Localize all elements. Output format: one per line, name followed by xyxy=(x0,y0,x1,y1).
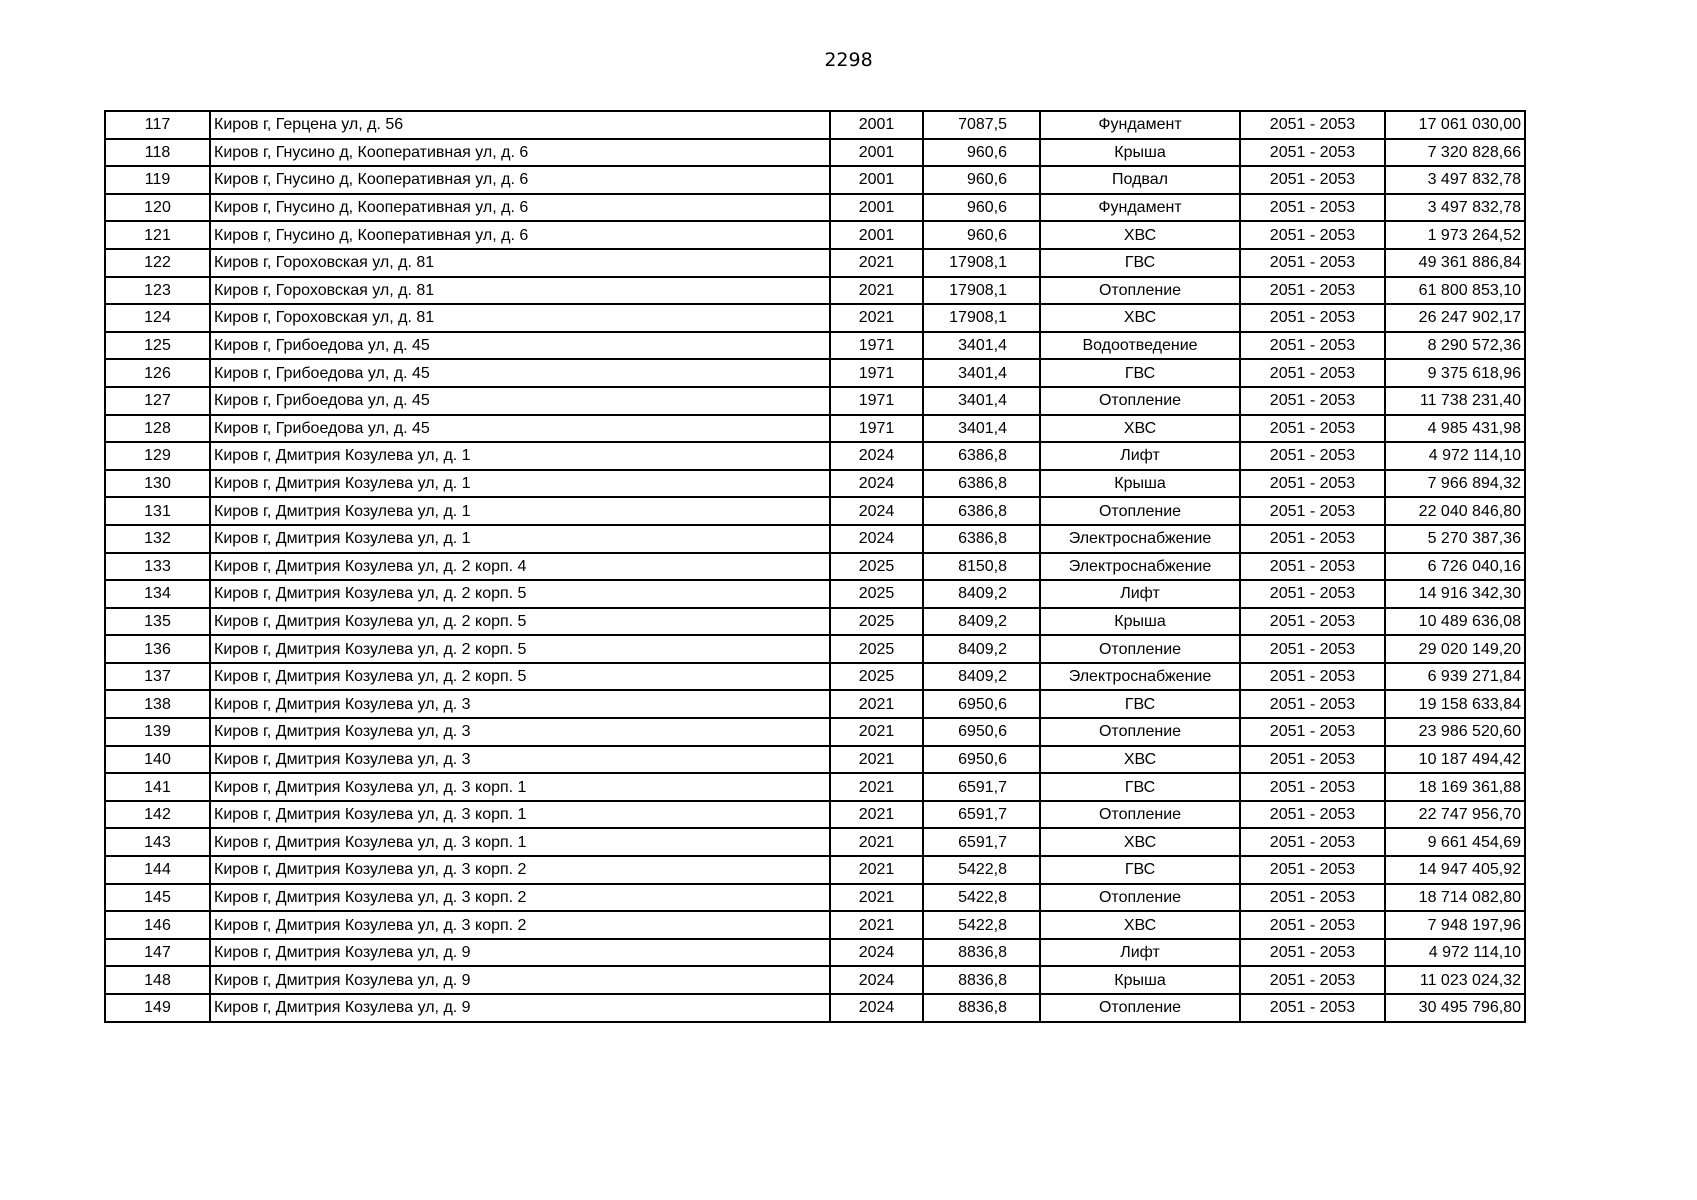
cost-cell: 3 497 832,78 xyxy=(1385,194,1525,222)
work-type-cell: ХВС xyxy=(1040,304,1240,332)
row-number-cell: 132 xyxy=(105,525,210,553)
cost-cell: 18 169 361,88 xyxy=(1385,773,1525,801)
row-number-cell: 126 xyxy=(105,359,210,387)
period-cell: 2051 - 2053 xyxy=(1240,332,1385,360)
row-number-cell: 123 xyxy=(105,277,210,305)
address-cell: Киров г, Дмитрия Козулева ул, д. 9 xyxy=(210,994,830,1022)
period-cell: 2051 - 2053 xyxy=(1240,718,1385,746)
period-cell: 2051 - 2053 xyxy=(1240,663,1385,691)
period-cell: 2051 - 2053 xyxy=(1240,166,1385,194)
cost-cell: 10 489 636,08 xyxy=(1385,608,1525,636)
area-cell: 5422,8 xyxy=(923,911,1040,939)
area-cell: 5422,8 xyxy=(923,884,1040,912)
area-cell: 6386,8 xyxy=(923,470,1040,498)
row-number-cell: 122 xyxy=(105,249,210,277)
work-type-cell: Отопление xyxy=(1040,884,1240,912)
year-cell: 2021 xyxy=(830,690,923,718)
row-number-cell: 147 xyxy=(105,939,210,967)
cost-cell: 26 247 902,17 xyxy=(1385,304,1525,332)
area-cell: 17908,1 xyxy=(923,277,1040,305)
work-type-cell: Лифт xyxy=(1040,580,1240,608)
row-number-cell: 135 xyxy=(105,608,210,636)
period-cell: 2051 - 2053 xyxy=(1240,470,1385,498)
cost-cell: 17 061 030,00 xyxy=(1385,111,1525,139)
table-body xyxy=(105,111,1525,1022)
table-row xyxy=(105,249,1525,277)
table-row xyxy=(105,718,1525,746)
year-cell: 2021 xyxy=(830,249,923,277)
area-cell: 17908,1 xyxy=(923,304,1040,332)
row-number-cell: 127 xyxy=(105,387,210,415)
year-cell: 2021 xyxy=(830,277,923,305)
period-cell: 2051 - 2053 xyxy=(1240,773,1385,801)
table-row xyxy=(105,856,1525,884)
row-number-cell: 137 xyxy=(105,663,210,691)
table-row xyxy=(105,166,1525,194)
work-type-cell: ГВС xyxy=(1040,856,1240,884)
cost-cell: 22 040 846,80 xyxy=(1385,497,1525,525)
address-cell: Киров г, Дмитрия Козулева ул, д. 1 xyxy=(210,470,830,498)
work-type-cell: Отопление xyxy=(1040,801,1240,829)
work-type-cell: ГВС xyxy=(1040,690,1240,718)
table-row xyxy=(105,194,1525,222)
cost-cell: 8 290 572,36 xyxy=(1385,332,1525,360)
cost-cell: 6 726 040,16 xyxy=(1385,553,1525,581)
year-cell: 2024 xyxy=(830,994,923,1022)
row-number-cell: 143 xyxy=(105,828,210,856)
area-cell: 3401,4 xyxy=(923,415,1040,443)
area-cell: 8409,2 xyxy=(923,608,1040,636)
address-cell: Киров г, Герцена ул, д. 56 xyxy=(210,111,830,139)
table-row xyxy=(105,828,1525,856)
period-cell: 2051 - 2053 xyxy=(1240,139,1385,167)
table-row xyxy=(105,304,1525,332)
address-cell: Киров г, Гнусино д, Кооперативная ул, д. 6 xyxy=(210,221,830,249)
table-row xyxy=(105,884,1525,912)
row-number-cell: 144 xyxy=(105,856,210,884)
row-number-cell: 128 xyxy=(105,415,210,443)
period-cell: 2051 - 2053 xyxy=(1240,194,1385,222)
year-cell: 2001 xyxy=(830,139,923,167)
work-type-cell: Крыша xyxy=(1040,608,1240,636)
cost-cell: 30 495 796,80 xyxy=(1385,994,1525,1022)
table-row xyxy=(105,801,1525,829)
row-number-cell: 149 xyxy=(105,994,210,1022)
row-number-cell: 120 xyxy=(105,194,210,222)
work-type-cell: Водоотведение xyxy=(1040,332,1240,360)
table-row xyxy=(105,415,1525,443)
work-type-cell: ГВС xyxy=(1040,249,1240,277)
address-cell: Киров г, Дмитрия Козулева ул, д. 9 xyxy=(210,939,830,967)
area-cell: 6950,6 xyxy=(923,690,1040,718)
row-number-cell: 139 xyxy=(105,718,210,746)
year-cell: 2025 xyxy=(830,663,923,691)
table-row xyxy=(105,553,1525,581)
table-row xyxy=(105,994,1525,1022)
area-cell: 7087,5 xyxy=(923,111,1040,139)
year-cell: 2021 xyxy=(830,856,923,884)
period-cell: 2051 - 2053 xyxy=(1240,277,1385,305)
area-cell: 6591,7 xyxy=(923,801,1040,829)
year-cell: 2001 xyxy=(830,166,923,194)
repair-schedule-table xyxy=(104,110,1526,1023)
address-cell: Киров г, Дмитрия Козулева ул, д. 3 корп. 2 xyxy=(210,856,830,884)
row-number-cell: 140 xyxy=(105,746,210,774)
period-cell: 2051 - 2053 xyxy=(1240,111,1385,139)
page-number: 2298 xyxy=(824,49,873,71)
work-type-cell: ГВС xyxy=(1040,359,1240,387)
row-number-cell: 131 xyxy=(105,497,210,525)
area-cell: 8150,8 xyxy=(923,553,1040,581)
address-cell: Киров г, Дмитрия Козулева ул, д. 3 корп. 1 xyxy=(210,828,830,856)
year-cell: 2024 xyxy=(830,470,923,498)
row-number-cell: 141 xyxy=(105,773,210,801)
year-cell: 2025 xyxy=(830,580,923,608)
address-cell: Киров г, Дмитрия Козулева ул, д. 3 xyxy=(210,746,830,774)
table-row xyxy=(105,497,1525,525)
cost-cell: 10 187 494,42 xyxy=(1385,746,1525,774)
year-cell: 2024 xyxy=(830,939,923,967)
area-cell: 960,6 xyxy=(923,221,1040,249)
area-cell: 8836,8 xyxy=(923,966,1040,994)
area-cell: 6591,7 xyxy=(923,828,1040,856)
table-row xyxy=(105,277,1525,305)
row-number-cell: 133 xyxy=(105,553,210,581)
table-row xyxy=(105,580,1525,608)
address-cell: Киров г, Гнусино д, Кооперативная ул, д. 6 xyxy=(210,166,830,194)
period-cell: 2051 - 2053 xyxy=(1240,304,1385,332)
row-number-cell: 119 xyxy=(105,166,210,194)
period-cell: 2051 - 2053 xyxy=(1240,746,1385,774)
period-cell: 2051 - 2053 xyxy=(1240,635,1385,663)
area-cell: 960,6 xyxy=(923,166,1040,194)
work-type-cell: ХВС xyxy=(1040,746,1240,774)
cost-cell: 29 020 149,20 xyxy=(1385,635,1525,663)
year-cell: 2021 xyxy=(830,773,923,801)
cost-cell: 9 661 454,69 xyxy=(1385,828,1525,856)
year-cell: 2025 xyxy=(830,553,923,581)
address-cell: Киров г, Дмитрия Козулева ул, д. 3 корп. 2 xyxy=(210,884,830,912)
year-cell: 2021 xyxy=(830,718,923,746)
address-cell: Киров г, Грибоедова ул, д. 45 xyxy=(210,359,830,387)
table-row xyxy=(105,608,1525,636)
address-cell: Киров г, Дмитрия Козулева ул, д. 2 корп. 5 xyxy=(210,608,830,636)
address-cell: Киров г, Дмитрия Козулева ул, д. 2 корп. 4 xyxy=(210,553,830,581)
address-cell: Киров г, Грибоедова ул, д. 45 xyxy=(210,332,830,360)
area-cell: 17908,1 xyxy=(923,249,1040,277)
work-type-cell: ХВС xyxy=(1040,415,1240,443)
year-cell: 2001 xyxy=(830,221,923,249)
row-number-cell: 129 xyxy=(105,442,210,470)
table-row xyxy=(105,111,1525,139)
cost-cell: 3 497 832,78 xyxy=(1385,166,1525,194)
period-cell: 2051 - 2053 xyxy=(1240,994,1385,1022)
area-cell: 5422,8 xyxy=(923,856,1040,884)
table-row xyxy=(105,966,1525,994)
work-type-cell: Фундамент xyxy=(1040,194,1240,222)
cost-cell: 23 986 520,60 xyxy=(1385,718,1525,746)
cost-cell: 19 158 633,84 xyxy=(1385,690,1525,718)
address-cell: Киров г, Гороховская ул, д. 81 xyxy=(210,249,830,277)
address-cell: Киров г, Дмитрия Козулева ул, д. 3 xyxy=(210,718,830,746)
address-cell: Киров г, Гороховская ул, д. 81 xyxy=(210,304,830,332)
table-row xyxy=(105,359,1525,387)
address-cell: Киров г, Дмитрия Козулева ул, д. 1 xyxy=(210,525,830,553)
table-row xyxy=(105,470,1525,498)
work-type-cell: ХВС xyxy=(1040,221,1240,249)
cost-cell: 7 966 894,32 xyxy=(1385,470,1525,498)
row-number-cell: 136 xyxy=(105,635,210,663)
cost-cell: 4 972 114,10 xyxy=(1385,939,1525,967)
work-type-cell: ХВС xyxy=(1040,911,1240,939)
year-cell: 2021 xyxy=(830,801,923,829)
period-cell: 2051 - 2053 xyxy=(1240,801,1385,829)
address-cell: Киров г, Дмитрия Козулева ул, д. 3 xyxy=(210,690,830,718)
address-cell: Киров г, Гнусино д, Кооперативная ул, д. 6 xyxy=(210,194,830,222)
row-number-cell: 117 xyxy=(105,111,210,139)
work-type-cell: Отопление xyxy=(1040,718,1240,746)
row-number-cell: 134 xyxy=(105,580,210,608)
year-cell: 2001 xyxy=(830,111,923,139)
period-cell: 2051 - 2053 xyxy=(1240,442,1385,470)
period-cell: 2051 - 2053 xyxy=(1240,525,1385,553)
area-cell: 6950,6 xyxy=(923,746,1040,774)
cost-cell: 49 361 886,84 xyxy=(1385,249,1525,277)
cost-cell: 11 023 024,32 xyxy=(1385,966,1525,994)
area-cell: 6950,6 xyxy=(923,718,1040,746)
area-cell: 960,6 xyxy=(923,194,1040,222)
period-cell: 2051 - 2053 xyxy=(1240,359,1385,387)
year-cell: 1971 xyxy=(830,359,923,387)
table-row xyxy=(105,442,1525,470)
table-row xyxy=(105,911,1525,939)
area-cell: 3401,4 xyxy=(923,387,1040,415)
area-cell: 8836,8 xyxy=(923,994,1040,1022)
row-number-cell: 148 xyxy=(105,966,210,994)
table-row xyxy=(105,332,1525,360)
area-cell: 8836,8 xyxy=(923,939,1040,967)
row-number-cell: 142 xyxy=(105,801,210,829)
year-cell: 2025 xyxy=(830,635,923,663)
table-row xyxy=(105,139,1525,167)
area-cell: 3401,4 xyxy=(923,332,1040,360)
address-cell: Киров г, Гнусино д, Кооперативная ул, д. 6 xyxy=(210,139,830,167)
address-cell: Киров г, Дмитрия Козулева ул, д. 2 корп. 5 xyxy=(210,663,830,691)
area-cell: 6386,8 xyxy=(923,442,1040,470)
table-row xyxy=(105,690,1525,718)
area-cell: 8409,2 xyxy=(923,663,1040,691)
work-type-cell: Отопление xyxy=(1040,277,1240,305)
row-number-cell: 118 xyxy=(105,139,210,167)
year-cell: 2021 xyxy=(830,828,923,856)
period-cell: 2051 - 2053 xyxy=(1240,966,1385,994)
row-number-cell: 145 xyxy=(105,884,210,912)
table-row xyxy=(105,663,1525,691)
cost-cell: 7 320 828,66 xyxy=(1385,139,1525,167)
work-type-cell: Подвал xyxy=(1040,166,1240,194)
cost-cell: 18 714 082,80 xyxy=(1385,884,1525,912)
table-row xyxy=(105,635,1525,663)
cost-cell: 11 738 231,40 xyxy=(1385,387,1525,415)
year-cell: 1971 xyxy=(830,415,923,443)
cost-cell: 4 985 431,98 xyxy=(1385,415,1525,443)
work-type-cell: Отопление xyxy=(1040,635,1240,663)
row-number-cell: 125 xyxy=(105,332,210,360)
cost-cell: 4 972 114,10 xyxy=(1385,442,1525,470)
cost-cell: 1 973 264,52 xyxy=(1385,221,1525,249)
period-cell: 2051 - 2053 xyxy=(1240,553,1385,581)
period-cell: 2051 - 2053 xyxy=(1240,884,1385,912)
address-cell: Киров г, Дмитрия Козулева ул, д. 3 корп. 2 xyxy=(210,911,830,939)
period-cell: 2051 - 2053 xyxy=(1240,497,1385,525)
period-cell: 2051 - 2053 xyxy=(1240,249,1385,277)
address-cell: Киров г, Дмитрия Козулева ул, д. 3 корп. 1 xyxy=(210,801,830,829)
table-row xyxy=(105,939,1525,967)
row-number-cell: 146 xyxy=(105,911,210,939)
cost-cell: 61 800 853,10 xyxy=(1385,277,1525,305)
area-cell: 960,6 xyxy=(923,139,1040,167)
cost-cell: 22 747 956,70 xyxy=(1385,801,1525,829)
work-type-cell: ХВС xyxy=(1040,828,1240,856)
work-type-cell: Крыша xyxy=(1040,470,1240,498)
work-type-cell: Фундамент xyxy=(1040,111,1240,139)
year-cell: 2024 xyxy=(830,525,923,553)
year-cell: 2024 xyxy=(830,497,923,525)
table-row xyxy=(105,387,1525,415)
address-cell: Киров г, Дмитрия Козулева ул, д. 9 xyxy=(210,966,830,994)
year-cell: 1971 xyxy=(830,332,923,360)
cost-cell: 5 270 387,36 xyxy=(1385,525,1525,553)
row-number-cell: 124 xyxy=(105,304,210,332)
address-cell: Киров г, Дмитрия Козулева ул, д. 1 xyxy=(210,497,830,525)
address-cell: Киров г, Дмитрия Козулева ул, д. 1 xyxy=(210,442,830,470)
period-cell: 2051 - 2053 xyxy=(1240,580,1385,608)
address-cell: Киров г, Грибоедова ул, д. 45 xyxy=(210,387,830,415)
period-cell: 2051 - 2053 xyxy=(1240,415,1385,443)
cost-cell: 7 948 197,96 xyxy=(1385,911,1525,939)
table-row xyxy=(105,746,1525,774)
cost-cell: 6 939 271,84 xyxy=(1385,663,1525,691)
work-type-cell: Электроснабжение xyxy=(1040,525,1240,553)
address-cell: Киров г, Дмитрия Козулева ул, д. 2 корп. 5 xyxy=(210,580,830,608)
area-cell: 6591,7 xyxy=(923,773,1040,801)
year-cell: 1971 xyxy=(830,387,923,415)
area-cell: 8409,2 xyxy=(923,580,1040,608)
period-cell: 2051 - 2053 xyxy=(1240,911,1385,939)
row-number-cell: 121 xyxy=(105,221,210,249)
address-cell: Киров г, Гороховская ул, д. 81 xyxy=(210,277,830,305)
area-cell: 6386,8 xyxy=(923,525,1040,553)
period-cell: 2051 - 2053 xyxy=(1240,939,1385,967)
area-cell: 6386,8 xyxy=(923,497,1040,525)
work-type-cell: Лифт xyxy=(1040,442,1240,470)
table-row xyxy=(105,221,1525,249)
work-type-cell: Крыша xyxy=(1040,139,1240,167)
period-cell: 2051 - 2053 xyxy=(1240,608,1385,636)
table-row xyxy=(105,773,1525,801)
period-cell: 2051 - 2053 xyxy=(1240,221,1385,249)
period-cell: 2051 - 2053 xyxy=(1240,856,1385,884)
table-row xyxy=(105,525,1525,553)
address-cell: Киров г, Дмитрия Козулева ул, д. 3 корп. 1 xyxy=(210,773,830,801)
cost-cell: 14 916 342,30 xyxy=(1385,580,1525,608)
period-cell: 2051 - 2053 xyxy=(1240,828,1385,856)
year-cell: 2024 xyxy=(830,442,923,470)
period-cell: 2051 - 2053 xyxy=(1240,690,1385,718)
year-cell: 2024 xyxy=(830,966,923,994)
year-cell: 2021 xyxy=(830,304,923,332)
work-type-cell: Лифт xyxy=(1040,939,1240,967)
period-cell: 2051 - 2053 xyxy=(1240,387,1385,415)
area-cell: 8409,2 xyxy=(923,635,1040,663)
year-cell: 2025 xyxy=(830,608,923,636)
address-cell: Киров г, Грибоедова ул, д. 45 xyxy=(210,415,830,443)
year-cell: 2001 xyxy=(830,194,923,222)
year-cell: 2021 xyxy=(830,911,923,939)
work-type-cell: ГВС xyxy=(1040,773,1240,801)
work-type-cell: Электроснабжение xyxy=(1040,553,1240,581)
work-type-cell: Электроснабжение xyxy=(1040,663,1240,691)
work-type-cell: Отопление xyxy=(1040,497,1240,525)
row-number-cell: 130 xyxy=(105,470,210,498)
year-cell: 2021 xyxy=(830,746,923,774)
work-type-cell: Отопление xyxy=(1040,387,1240,415)
cost-cell: 14 947 405,92 xyxy=(1385,856,1525,884)
work-type-cell: Крыша xyxy=(1040,966,1240,994)
row-number-cell: 138 xyxy=(105,690,210,718)
address-cell: Киров г, Дмитрия Козулева ул, д. 2 корп. 5 xyxy=(210,635,830,663)
area-cell: 3401,4 xyxy=(923,359,1040,387)
work-type-cell: Отопление xyxy=(1040,994,1240,1022)
year-cell: 2021 xyxy=(830,884,923,912)
cost-cell: 9 375 618,96 xyxy=(1385,359,1525,387)
